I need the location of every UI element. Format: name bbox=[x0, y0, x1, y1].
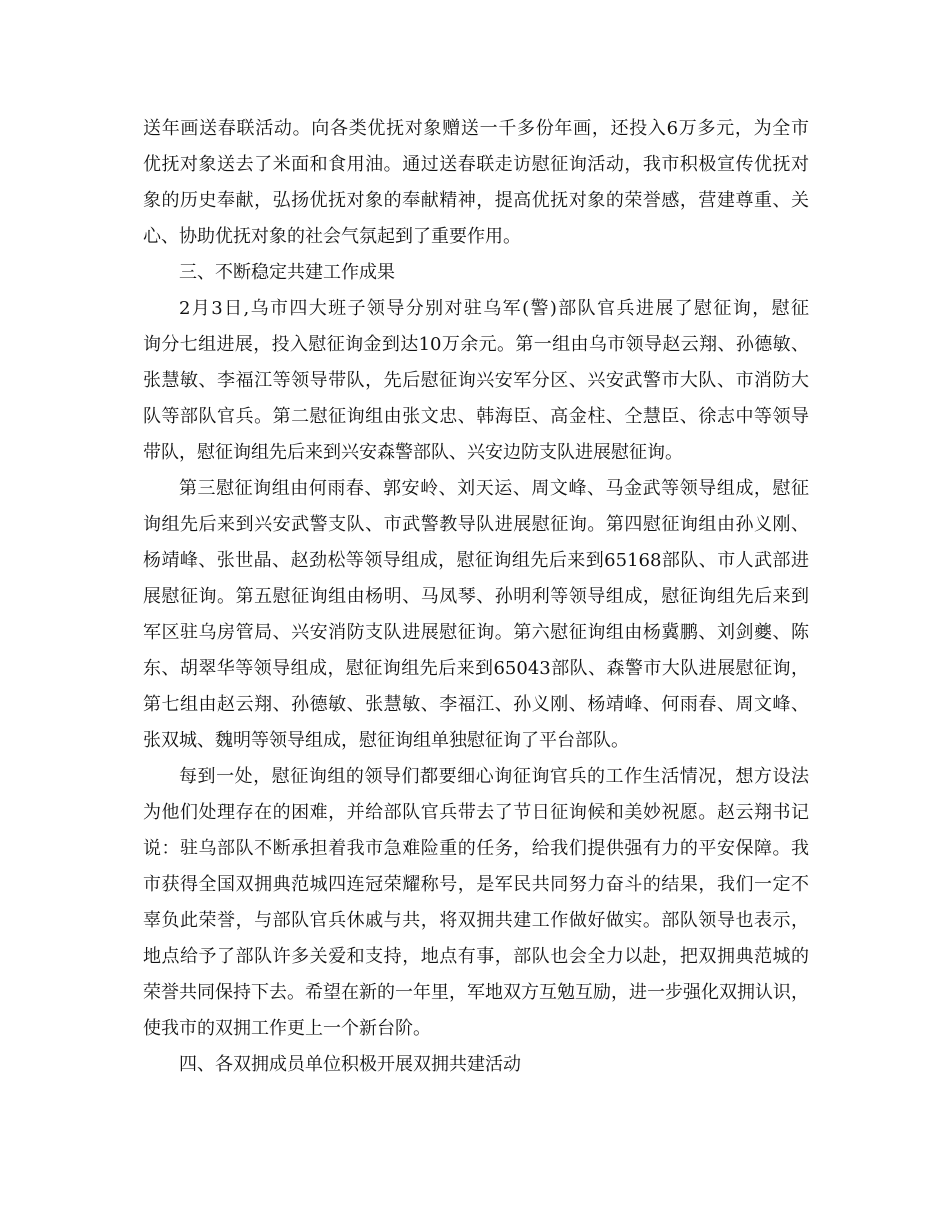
text-line: 辜负此荣誉，与部队官兵休戚与共，将双拥共建工作做好做实。部队领导也表示， bbox=[143, 910, 809, 931]
text-line: 第三慰征询组由何雨春、郭安岭、刘天运、周文峰、马金武等领导组成，慰征 bbox=[179, 478, 809, 499]
text-line: 为他们处理存在的困难，并给部队官兵带去了节日征询候和美妙祝愿。赵云翔书记 bbox=[143, 802, 809, 823]
section-heading-3: 三、不断稳定共建工作成果 bbox=[179, 262, 395, 283]
paragraph-group-list bbox=[143, 471, 809, 759]
text-line: 队等部队官兵。第二慰征询组由张文忠、韩海臣、高金柱、仝慧臣、徐志中等领导 bbox=[143, 406, 809, 427]
text-line: 使我市的双拥工作更上一个新台阶。 bbox=[143, 1018, 431, 1039]
text-line: 张双城、魏明等领导组成，慰征询组单独慰征询了平台部队。 bbox=[143, 730, 629, 751]
text-line: 展慰征询。第五慰征询组由杨明、马凤琴、孙明利等领导组成，慰征询组先后来到 bbox=[143, 586, 809, 607]
text-line: 张慧敏、李福江等领导带队，先后慰征询兴安军分区、兴安武警市大队、市消防大 bbox=[143, 370, 809, 391]
text-line: 询组先后来到兴安武警支队、市武警教导队进展慰征询。第四慰征询组由孙义刚、 bbox=[143, 514, 809, 535]
text-line: 第七组由赵云翔、孙德敏、张慧敏、李福江、孙义刚、杨靖峰、何雨春、周文峰、 bbox=[143, 694, 809, 715]
text-line: 军区驻乌房管局、兴安消防支队进展慰征询。第六慰征询组由杨冀鹏、刘剑夔、陈 bbox=[143, 622, 809, 643]
text-line: 象的历史奉献，弘扬优抚对象的奉献精神，提高优抚对象的荣誉感，营建尊重、关 bbox=[143, 190, 809, 211]
text-line: 说：驻乌部队不断承担着我市急难险重的任务，给我们提供强有力的平安保障。我 bbox=[143, 838, 809, 859]
paragraph-holiday-gifts bbox=[143, 111, 809, 255]
document-body bbox=[143, 111, 809, 1083]
text-line: 杨靖峰、张世晶、赵劲松等领导组成，慰征询组先后来到65168部队、市人武部进 bbox=[143, 550, 809, 571]
text-line: 心、协助优抚对象的社会气氛起到了重要作用。 bbox=[143, 226, 521, 247]
paragraph-leader-remarks bbox=[143, 759, 809, 1047]
text-line: 2月3日,乌市四大班子领导分别对驻乌军(警)部队官兵进展了慰征询，慰征 bbox=[179, 298, 809, 319]
paragraph-visit-groups bbox=[143, 291, 809, 471]
text-line: 优抚对象送去了米面和食用油。通过送春联走访慰征询活动，我市积极宣传优抚对 bbox=[143, 154, 809, 175]
text-line: 地点给予了部队许多关爱和支持，地点有事，部队也会全力以赴，把双拥典范城的 bbox=[143, 946, 809, 967]
text-line: 送年画送春联活动。向各类优抚对象赠送一千多份年画，还投入6万多元，为全市 bbox=[143, 118, 809, 139]
text-line: 每到一处，慰征询组的领导们都要细心询征询官兵的工作生活情况，想方设法 bbox=[179, 766, 809, 787]
text-line: 市获得全国双拥典范城四连冠荣耀称号，是军民共同努力奋斗的结果，我们一定不 bbox=[143, 874, 809, 895]
section-heading-4: 四、各双拥成员单位积极开展双拥共建活动 bbox=[179, 1054, 521, 1075]
text-line: 询分七组进展，投入慰征询金到达10万余元。第一组由乌市领导赵云翔、孙德敏、 bbox=[143, 334, 809, 355]
text-line: 带队，慰征询组先后来到兴安森警部队、兴安边防支队进展慰征询。 bbox=[143, 442, 683, 463]
text-line: 荣誉共同保持下去。希望在新的一年里，军地双方互勉互励，进一步强化双拥认识， bbox=[143, 982, 809, 1003]
text-line: 东、胡翠华等领导组成，慰征询组先后来到65043部队、森警市大队进展慰征询， bbox=[143, 658, 809, 679]
